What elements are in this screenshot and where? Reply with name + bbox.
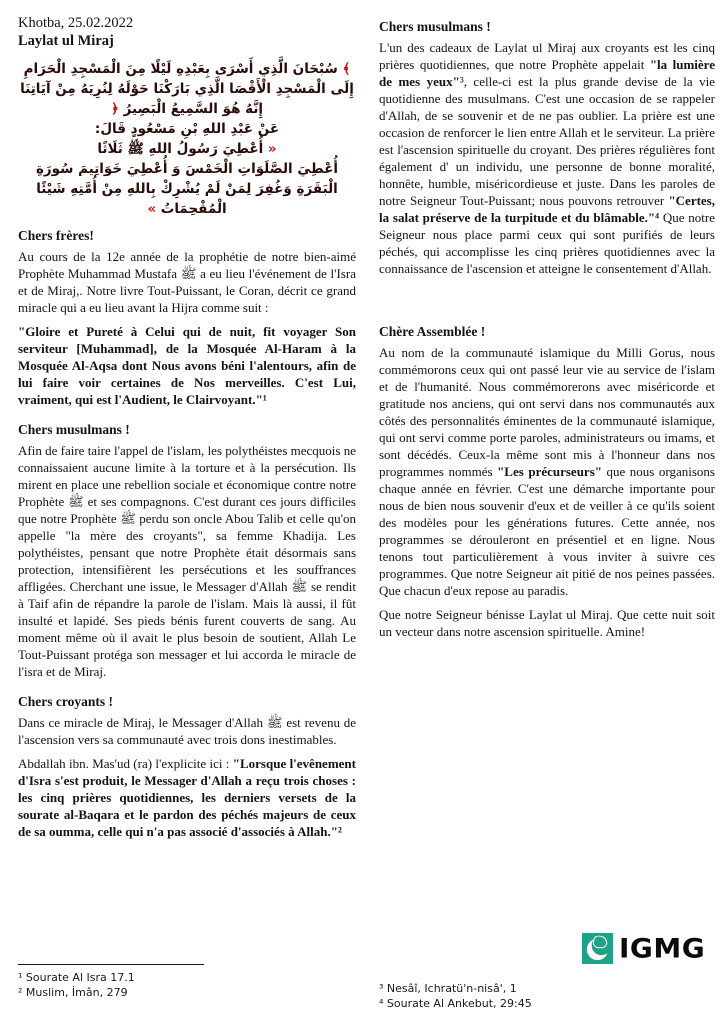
footnotes-right [379,981,715,1011]
hadith-narrator-arabic: عَنْ عَبْدِ اللهِ بْنِ مَسْعُودٍ قَالَ: [94,121,280,137]
heading-chers-freres: Chers frères! [18,228,94,243]
paragraph-closing-dua: Que notre Seigneur bénisse Laylat ul Miraj. Que cette nuit soit un vecteur dans notre ascension spirituelle. Amine! [379,607,715,639]
document-date: Khotba, 25.02.2022 [18,15,134,31]
arabic-quote-block [18,59,356,219]
paragraph: L'un des cadeaux de Laylat ul Miraj aux croyants est les cinq prières quotidiennes, que notre Prophète appelait "la lumière de mes yeux"³, celle-ci est la plus grande devise de la vie quotidienne des musulmans. C'est une occasion de se rappeler d'Allah, de se souvenir et de ne pas oublier. La prière est une occasion de renforcer le lien entre Allah et le serviteur. La prière est l'ascension spirituelle du croyant. Des prières régulières font également d' un individu, une personne de bonne moralité, honnête, humble, miséricordieuse et juste. Dans les paroles de notre Seigneur Tout-Puissant; nous pouvons retrouver "Certes, la salat préserve de la turpitude et du blâmable."⁴ Que notre Seigneur nous place parmi ceux qui sont purifiés de leurs péchés, qui accomplisse les cinq prières quotidiennes avec la connaissance de l'ascension et atteigne le consentement d'Allah. [379,40,715,276]
paragraph-quran-quote: "Gloire et Pureté à Celui qui de nuit, fit voyager Son serviteur [Muhammad], de la Mosquée Al-Haram à la Mosquée Al-Aqsa dont Nous avons béni l'alentours, afin de lui faire voir certaines de Nos merveilles. C'est Lui, vraiment, qui est l'Audient, le Clairvoyant."¹ [18,324,356,407]
crescent-icon [582,933,613,964]
ornament-close: ﴿ [110,101,119,117]
footnote-3: ³ Nesâî, Ichratü'n-nisâ', 1 [379,982,517,995]
heading-chere-assemblee: Chère Assemblée ! [379,324,486,339]
heading-chers-musulmans-right: Chers musulmans ! [379,19,491,34]
paragraph: Dans ce miracle de Miraj, le Messager d'Allah ﷺ est revenu de l'ascension vers sa communauté avec trois dons inestimables. [18,715,356,747]
footnote-1: ¹ Sourate Al Isra 17.1 [18,971,135,984]
document-title: Laylat ul Miraj [18,33,114,49]
paragraph-hadith-quote: Abdallah ibn. Mas'ud (ra) l'explicite ici : "Lorsque l'evênement d'Isra s'est produit, le Messager d'Allah a reçu trois choses : les cinq prières quotidiennes, les derniers versets de la sourate al-Baqara et le pardon des péchés majeurs de ceux de sa oumma, celle qui n'a pas associé d'associés à Allah."² [18,756,356,839]
paragraph: Afin de faire taire l'appel de l'islam, les polythéistes mecquois ne connaissaient aucune limite à la torture et à la persécution. Ils mirent en place une rebellion sociale et économique contre notre Prophète ﷺ et ses compagnons. C'est durant ces jours difficiles que notre Prophète ﷺ perdu son oncle Abou Talib et celle qu'on appelle "la mère des croyants", sa femme Khadija. Les polythéistes, pensant que notre Prophète était désormais sans protection, intensifièrent les persécutions et les souffrances affligées. Cherchant une issue, le Messager d'Allah ﷺ se rendit à Taif afin de répandre la parole de l'islam. Mais là aussi, il fût insulté et lapidé. Ses pieds bénis furent couverts de sang. Au moment même où il avait le plus besoin de soutient, Allah Le Tout-Puissant protéga son messager et lui accorda le miracle de l'isra et de Miraj. [18,443,356,679]
heading-chers-croyants: Chers croyants ! [18,694,113,709]
footnote-2: ² Muslim, İmân, 279 [18,986,128,999]
quran-verse-arabic: ﴾ سُبْحَانَ الَّذِي أَسْرَى بِعَبْدِهِ لَيْلًا مِنَ الْمَسْجِدِ الْحَرَامِ إِلَى الْمَسْجِدِ الْأَقْصَا الَّذِي بَارَكْنَا حَوْلَهُ لِنُرِيَهُ مِنْ آيَاتِنَا إِنَّهُ هُوَ السَّمِيعُ الْبَصِيرُ ﴿ [20,61,354,117]
paragraph: Au cours de la 12e année de la prophétie de notre bien-aimé Prophète Muhammad Mustafa ﷺ a eu lieu l'événement de l'Isra et de Miraj,. Notre livre Tout-Puissant, le Coran, décrit ce grand miracle qui a eu lieu avant la Hijra comme suit : [18,249,356,315]
footnote-4: ⁴ Sourate Al Ankebut, 29:45 [379,997,532,1010]
quote-open: « [267,141,277,157]
right-column [379,14,715,647]
ornament-open: ﴾ [342,61,351,77]
paragraph: Au nom de la communauté islamique du Milli Gorus, nous commémorons ceux qui ont passé leur vie au service de l'islam et de l'humanité. Nous commémorerons avec miséricorde et gratitude nos anciens, qui ont servi dans nos communautés aux côtés des personnalités éminentes de la communauté islamique, qui ont servi comme porte paroles, administrateurs ou imams, et sont décédés. Ceux-la même sont mis à l'honneur dans nos programmes nommés "Les précurseurs" que nous organisons chaque année en février. C'est une démarche importante pour nous de bien nous souvenir d'eux et de veiller à ce qu'ils soient des modèles pour les générations futures. Cette année, nos programmes se dérouleront en présentiel et en ligne. Nous tenons tout particulièrement à vous inviter à suivre ces programmes. Que notre Seigneur ait pitié de nos peines passées. Que chacun d'eux repose au paradis. [379,345,715,598]
hadith-line2-arabic: أُعْطِيَ الصَّلَوَاتِ الْخَمْسَ وَ أُعْطِيَ خَوَاتِيمَ سُورَةِ الْبَقَرَةِ وَغُفِرَ لِمَنْ لَمْ يُشْرِكْ بِاللهِ مِنْ أُمَّتِهِ شَيْئًا الْمُقْحِمَاتُ » [35,161,339,217]
left-column [18,14,356,847]
hadith-line1-arabic: « أُعْطِيَ رَسُولُ اللهِ ﷺ ثَلَاثًا [97,141,277,157]
igmg-logo [582,933,705,964]
igmg-logo-text: IGMG [619,932,706,964]
footnotes-left [18,964,358,1000]
heading-chers-musulmans-left: Chers musulmans ! [18,422,130,437]
footnote-divider [18,964,204,965]
quote-close: » [147,201,157,217]
